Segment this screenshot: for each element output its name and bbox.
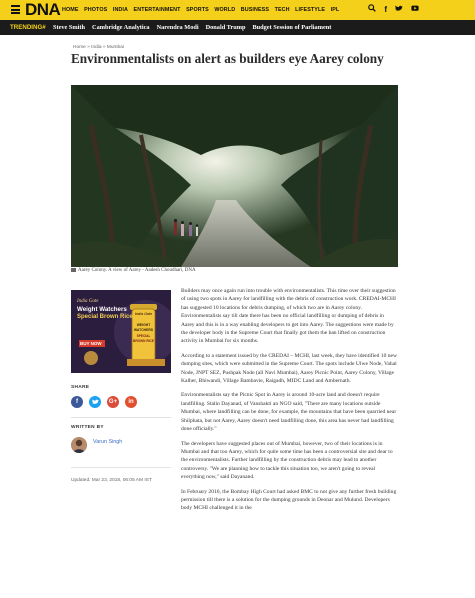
ad-pack-line-2: WATCHERS	[133, 328, 154, 332]
article-paragraph: Builders may once again run into trouble with environmentalists. This time over their suggestion of using two spots in Aarey for landfilling with the debris of construction work. CREDAI-MCHI has suggested 10 locations for debris dumping, of which two are in Aarey colony. Environmentalists say till date there has been no official landfilling or dumping of debris in Aarey and this is in a way enabling developers to get into Aarey. The suggestions were made by the developer body in the Supreme Court that finally got them the ban lifted on construction activity in Mumbai for six months.	[181, 288, 396, 345]
ad-pack-line-4: BROWN RICE	[133, 339, 154, 343]
ad-pack-line-3: SPECIAL	[136, 334, 151, 338]
camera-icon	[71, 268, 76, 272]
share-label: SHARE	[71, 385, 90, 390]
youtube-icon[interactable]	[411, 4, 419, 15]
nav-item-lifestyle[interactable]: LIFESTYLE	[295, 7, 326, 13]
ad-line-weight-watchers: Weight Watchers	[77, 306, 127, 313]
article-title: Environmentalists on alert as builders eye Aarey colony	[71, 51, 384, 66]
trending-label: TRENDING#	[10, 24, 46, 31]
article-body	[181, 287, 397, 519]
facebook-icon[interactable]: f	[384, 5, 387, 14]
divider	[71, 467, 171, 468]
nav-item-business[interactable]: BUSINESS	[240, 7, 270, 13]
article-paragraph: According to a statement issued by the CREDAI – MCHI, last week, they have identified 10 new dumping sites, which were submitted in the Supreme Court. The spots include Ulwe Node, Vahal Node, JNPT SEZ, Pushpak Node (all Navi Mumbai), Aarey Picnic Point, Aarey Colony, Village Kalher, Bhiwandi, Village Bambavie, Raigadh, MIDC Land and Ambernath.	[181, 352, 397, 385]
trending-item-cambridge-analytica[interactable]: Cambridge Analytica	[92, 24, 150, 31]
article-paragraph: The developers have suggested places out of Mumbai, however, two of their locations is in Mumbai and that too Aarey, which for quite some time has been a controversial site and dear to the environmentalists. Further landfilling by the construction debris may lead to another controversy. "We are planning how to tackle this situation too, we aren't going to reveal everything now," said Dayanand.	[181, 440, 393, 481]
updated-timestamp: Updated: Mar 23, 2018, 06:05 AM IST	[71, 478, 152, 483]
nav-item-photos[interactable]: PHOTOS	[84, 7, 108, 13]
written-by-label: WRITTEN BY	[71, 425, 104, 430]
ad-pack-line-1: WEIGHT	[136, 323, 151, 327]
trending-item-donald-trump[interactable]: Donald Trump	[205, 24, 246, 31]
site-header	[0, 0, 475, 20]
article-paragraph: Environmentalists say the Picnic Spot in Aarey is around 10-acre land and doesn't require landfilling. Stalin Dayanad, of Vanshakti an NGO said, "There are many locations outside Mumbai, where landfilling can be done, for example, the mountains that have been quarried near Shilphata, but not Aarey, Aarey doesn't need landfilling done, this area has never had landfilling done officially."	[181, 392, 397, 433]
image-caption	[71, 268, 196, 273]
menu-icon[interactable]	[11, 5, 20, 14]
google-plus-icon[interactable]: G+	[107, 396, 119, 408]
ad-brand: India Gate	[77, 299, 99, 304]
nav-item-sports[interactable]: SPORTS	[186, 7, 209, 13]
nav-item-entertainment[interactable]: ENTERTAINMENT	[133, 7, 181, 13]
header-icons	[360, 4, 419, 15]
divider	[71, 417, 171, 418]
linkedin-icon[interactable]: in	[125, 396, 137, 408]
author-name[interactable]: Varun Singh	[93, 439, 123, 445]
article-paragraph: In February 2016, the Bombay High Court had asked BMC to not give any further fresh building permission till there is a solution for the dumping grounds in Deonar and Mulund. Developers body MCHI challenged it in the	[181, 488, 397, 512]
nav-item-world[interactable]: WORLD	[214, 7, 236, 13]
trending-item-narendra-modi[interactable]: Narendra Modi	[156, 24, 199, 31]
caption-text: Aarey Colony. A view of Aarey - Aadesh Choudhari, DNA	[78, 268, 196, 274]
trending-list	[53, 20, 338, 35]
breadcrumb[interactable]: Home » India » Mumbai	[73, 45, 124, 50]
search-icon[interactable]	[368, 4, 376, 15]
ad-pack-brand: India Gate	[134, 312, 153, 316]
nav-item-ipl[interactable]: IPL	[330, 7, 340, 13]
ad-buy-now-button[interactable]: BUY NOW	[80, 341, 102, 346]
main-nav	[62, 0, 345, 20]
nav-item-india[interactable]: INDIA	[112, 7, 129, 13]
ad-line-special-brown-rice: Special Brown Rice	[77, 314, 133, 320]
twitter-icon[interactable]	[89, 396, 101, 408]
hero-image	[71, 85, 398, 267]
facebook-icon[interactable]: f	[71, 396, 83, 408]
avatar[interactable]	[71, 437, 87, 453]
advertisement[interactable]	[71, 290, 171, 373]
share-buttons	[71, 396, 143, 408]
trending-bar	[0, 20, 475, 35]
nav-item-home[interactable]: HOME	[62, 7, 79, 13]
nav-item-tech[interactable]: TECH	[274, 7, 290, 13]
site-logo[interactable]: DNA	[25, 0, 61, 19]
trending-item-budget-session[interactable]: Budget Session of Parliament	[252, 24, 332, 31]
trending-item-steve-smith[interactable]: Steve Smith	[53, 24, 86, 31]
twitter-icon[interactable]	[395, 4, 403, 15]
